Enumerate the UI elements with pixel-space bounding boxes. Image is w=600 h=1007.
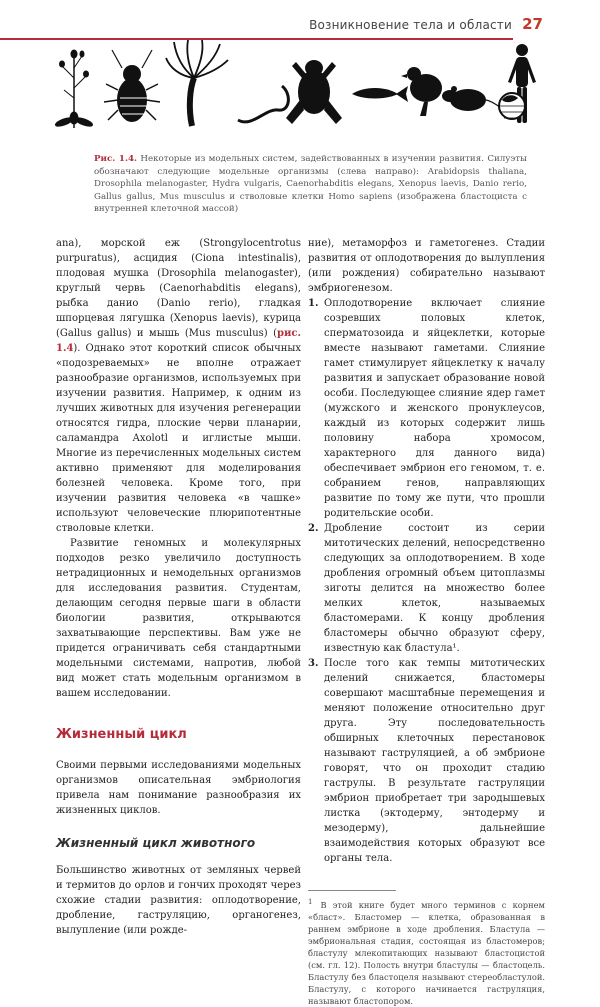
hydra-silhouette (166, 40, 228, 126)
paragraph: Своими первыми исследованиями модельных организмов описательная эмбриология привела нам понимание разнообразия их жизненных циклов. (56, 760, 301, 816)
chicken-silhouette (401, 67, 442, 116)
stages-list (308, 296, 545, 866)
figure-caption (94, 153, 527, 216)
paragraph: Большинство животных от земляных червей и термитов до орлов и гончих проходят через схожие стадии развития: оплодотворение, дробление, гаструляцию, органогенез, вылупление (или рожде- (56, 865, 301, 936)
subsection-heading: Жизненный цикл животного (56, 836, 256, 850)
paragraph: ana), морской еж (Strongylocentrotus purpuratus), асцидия (Ciona intestinalis), плодовая мушка (Drosophila melanogaster), круглый червь (Caenorhabditis elegans), рыбка данио (Danio rerio), гладкая шпорцевая лягушка (Xenopus laevis), курица (Gallus gallus) и мышь (Mus musculus) (рис. 1.4). Однако этот короткий список обычных «подозреваемых» не вполне отражает разнообразие организмов, используемых при изучении развития. Например, к одним из лучших животных для изучения регенерации относятся гидра, плоские черви планарии, саламандра Axolotl и иглистые мыши. Многие из перечисленных модельных систем активно применяют для моделирования болезней человека. Кроме того, при изучении развития человека «в чашке» используют человеческие плюрипотентные стволовые клетки. (56, 238, 301, 534)
figure-reference-link[interactable]: рис. 1.4 (56, 328, 301, 354)
list-item: 3. После того как темпы митотических делений снижается, бластомеры совершают масштабные перемещения и меняют положение относительно друг друга. Эту последовательность обширных клеточных перестановок называют гаструляцией, а об эмбрионе говорят, что он проходит стадию гаструлы. В результате гаструляции эмбрион приобретает три зародышевых листка (эктодерму, энтодерму и мезодерму), дальнейшие взаимодействия которых образуют все органы тела. (308, 658, 545, 864)
mouse-silhouette (442, 86, 506, 111)
paragraph: ние), метаморфоз и гаметогенез. Стадии развития от оплодотворения до вылупления (или рождения) собирательно называют эмбриогенезом. (308, 238, 545, 294)
list-item: 1. Оплодотворение включает слияние созревших половых клеток, сперматозоида и яйцеклетки, которые вместе называют гаметами. Слияние гамет стимулирует яйцеклетку к началу развития и запускает образование новой особи. Последующее слияние ядер гамет (мужского и женского пронуклеусов, каждый из которых содержит лишь половину набора хромосом, характерного для данного вида) обеспечивает эмбрион его геномом, т. е. собранием генов, направляющих развитие по тому же пути, что прошли родительские особи. (308, 298, 545, 519)
paragraph: Развитие геномных и молекулярных подходов резко увеличило доступность нетрадиционных и немодельных организмов для исследования развития. Студентам, делающим сегодня первые шаги в области биологии развития, открываются захватывающие перспективы. Вам уже не придется ограничивать себя стандартными модельными системами, напротив, любой вид может стать модельным организмом в вашем исследовании. (56, 538, 301, 699)
chapter-title: Возникновение тела и области (309, 18, 512, 32)
figure-label: Рис. 1.4. (94, 154, 138, 164)
model-organisms-figure (52, 38, 542, 130)
blastocyst-circle (499, 93, 525, 119)
xenopus-silhouette (286, 60, 342, 124)
footnote: $^1$ В этой книге будет много терминов с корнем «бласт». Бластомер — клетка, образованная в раннем эмбрионе в ходе дробления. Бластула — эмбриональная стадия, состоящая из бластомеров; бластулу млекопитающих называют бластоцистой (см. гл. 12). Полость внутри бластулы — бластоцель. Бластулу без бластоцеля называют стереобластулой. Бластулу, с которого начинается гаструляция, называют бластопором. (308, 898, 545, 1006)
nematode-silhouette (238, 86, 288, 122)
list-item: 2. Дробление состоит из серии митотических делений, непосредственно следующих за оплодотворением. В ходе дробления огромный объем цитоплазмы зиготы делится на множество более мелких клеток, называемых бластомерами. К концу дробления бластомеры обычно образуют сферу, известную как бластула¹. (308, 523, 545, 654)
left-column (56, 236, 301, 938)
zebrafish-silhouette (352, 86, 408, 102)
arabidopsis-silhouette (55, 50, 94, 128)
drosophila-silhouette (104, 50, 160, 122)
page-number: 27 (522, 15, 543, 33)
section-heading: Жизненный цикл (56, 727, 187, 742)
footnote-divider (308, 890, 396, 891)
running-head (0, 15, 600, 36)
right-column (308, 236, 545, 1007)
figure-caption-text: Некоторые из модельных систем, задействованных в изучении развития. Силуэты обозначают следующие модельные организмы (слева направо): Arabidopsis thaliana, Drosophila melanogaster, Hydra vulgaris, Caenorhabditis elegans, Xenopus laevis, Danio rerio, Gallus gallus, Mus musculus и стволовые клетки Homo sapiens (изображена бластоциста с внутренней клеточной массой) (94, 154, 527, 214)
